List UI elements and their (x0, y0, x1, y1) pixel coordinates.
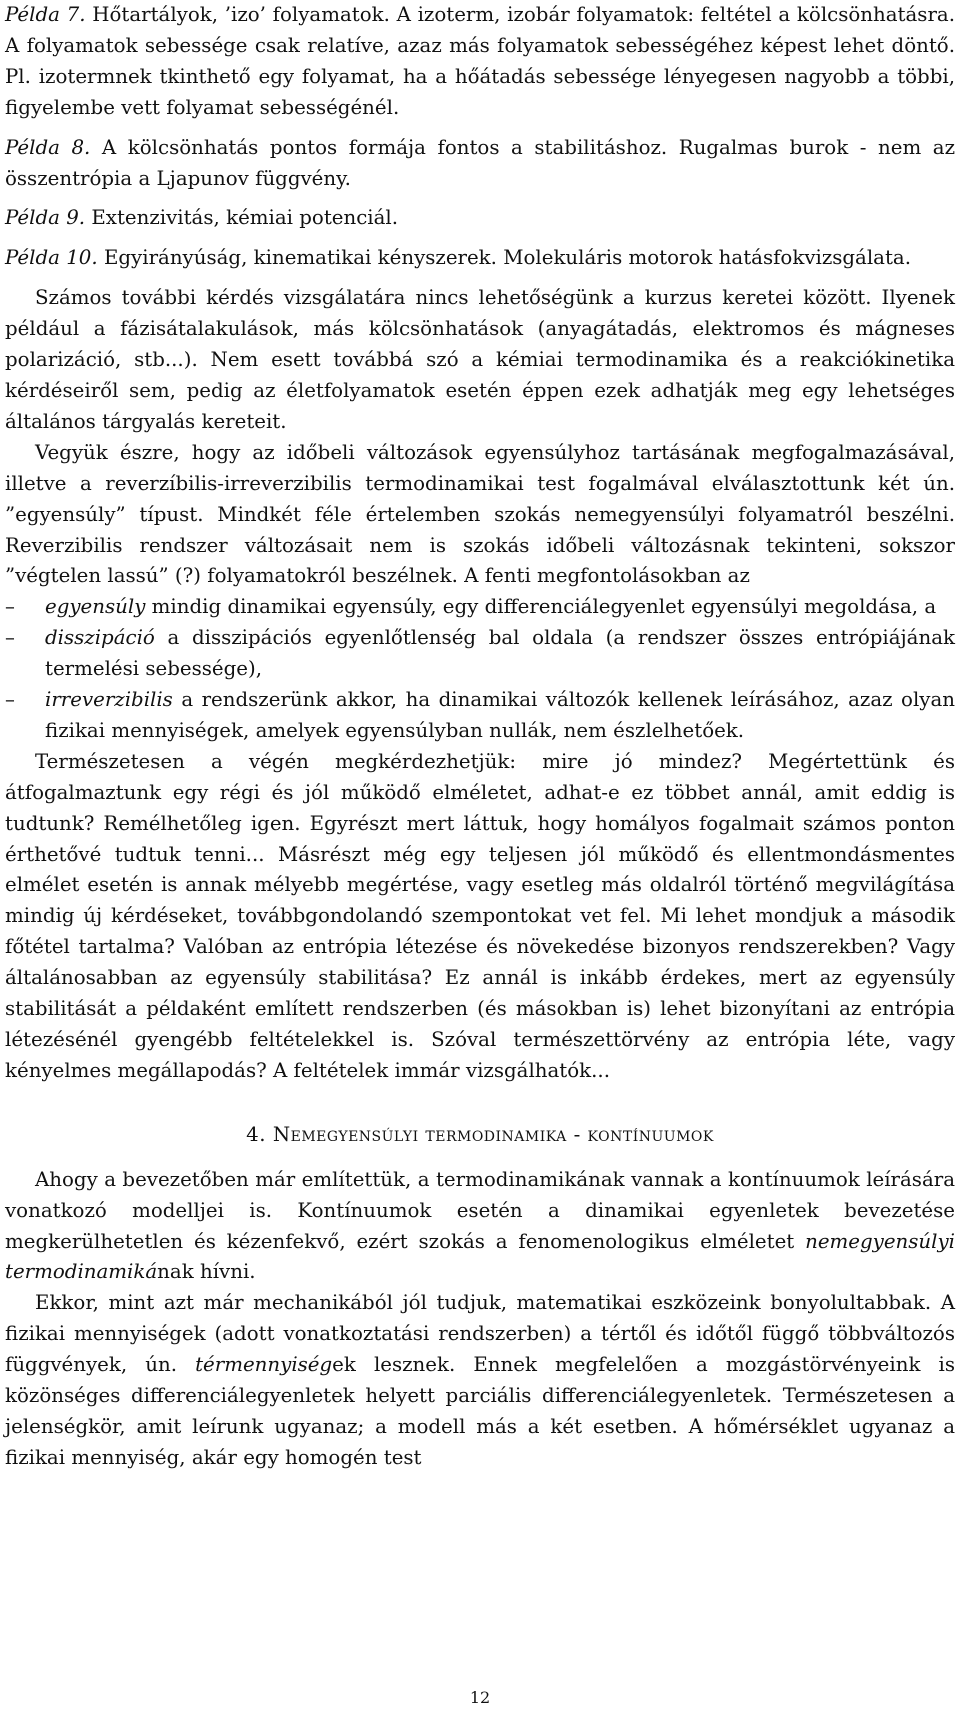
example-label: Példa 9. (5, 206, 86, 230)
section-heading (5, 1120, 955, 1151)
section-title: Nemegyensúlyi termodinamika - kontínuumok (272, 1122, 714, 1146)
example-10 (5, 243, 955, 274)
example-text: Extenzivitás, kémiai potenciál. (85, 206, 399, 230)
list-term: egyensúly (45, 595, 146, 619)
list-item (5, 685, 955, 747)
paragraph: Vegyük észre, hogy az időbeli változások egyensúlyhoz tartásának megfogalmazásával, illetve a reverzíbilis-irreverzibilis termodinamikai test fogalmával elválasztottunk két ún. ”egyensúly” típust. Mindkét féle értelemben szokás nemegyensúlyi folyamatról beszélni. Reverzibilis rendszer változásait nem is szokás időbeli változásnak tekinteni, sokszor ”végtelen lassú” (?) folyamatokról beszélnek. A fenti megfontolásokban az (5, 440, 955, 588)
emphasis: nemegyensúlyi termodinamiká (5, 1229, 955, 1284)
emphasis: térmennyiség (195, 1353, 333, 1377)
dash-marker: – (5, 595, 15, 619)
example-9 (5, 203, 955, 234)
example-label: Példa 8. (5, 135, 91, 159)
list-text: a rendszerünk akkor, ha dinamikai változók kellenek leírásához, azaz olyan fizikai mennyiségek, amelyek egyensúlyban nullák, nem észlelhetőek. (45, 688, 955, 742)
dash-marker: – (5, 626, 15, 650)
paragraph (5, 1288, 955, 1473)
text-run: Ekkor, mint azt már mechanikából jól tudjuk, matematikai eszközeink bonyolultabbak. A fizikai mennyiségek (adott vonatkoztatási rendszerben) a tértől és időtől függő többváltozós függvények, ún. (5, 1291, 955, 1377)
example-8 (5, 133, 955, 195)
example-text: Egyirányúság, kinematikai kényszerek. Molekuláris motorok hatásfokvizsgálata. (97, 246, 912, 270)
list-item (5, 592, 955, 623)
bullet-list (5, 592, 955, 747)
text-run: nak hívni. (157, 1260, 256, 1284)
section-number: 4. (246, 1122, 267, 1146)
example-label: Példa 7. (5, 3, 86, 26)
text-run: ek lesznek. Ennek megfelelően a mozgástörvényeink is közönséges differenciálegyenletek helyett parciális differenciálegyenletek. Természetesen a jelenségkör, amit leírunk ugyanaz; a modell más a két esetben. A hőmérséklet ugyanaz a fizikai mennyiség, akár egy homogén test (5, 1353, 955, 1469)
list-text: mindig dinamikai egyensúly, egy differenciálegyenlet egyensúlyi megoldása, a (145, 595, 937, 619)
page-number: 12 (469, 1688, 491, 1707)
dash-marker: – (5, 688, 15, 712)
paragraph (5, 1165, 955, 1289)
list-term: disszipáció (45, 626, 155, 650)
example-text: A kölcsönhatás pontos formája fontos a stabilitáshoz. Rugalmas burok - nem az összentrópia a Ljapunov függvény. (5, 135, 956, 190)
list-text: a disszipációs egyenlőtlenség bal oldala (a rendszer összes entrópiájának termelési sebessége), (45, 626, 955, 681)
document-page (5, 0, 955, 1474)
example-label: Példa 10. (5, 246, 98, 270)
paragraph: Természetesen a végén megkérdezhetjük: mire jó mindez? Megértettünk és átfogalmaztunk egy régi és jól működő elméletet, adhat-e ez többet annál, amit eddig is tudtunk? Remélhetőleg igen. Egyrészt mert láttuk, hogy homályos fogalmait számos ponton érthetővé tudtuk tenni... Másrészt még egy teljesen jól működő és ellentmondásmentes elmélet esetén is annak mélyebb megértése, vagy esetleg más oldalról történő megvilágítása mindig új kérdéseket, továbbgondolandó szempontokat vet fel. Mi lehet mondjuk a második főtétel tartalma? Valóban az entrópia létezése és növekedése bizonyos rendszerekben? Vagy általánosabban az egyensúly stabilitása? Ez annál is inkább érdekes, mert az egyensúly stabilitását a példaként említett rendszerben (és másokban is) lehet bizonyítani az entrópia létezésénél gyengébb feltételekkel is. Szóval természettörvény az entrópia léte, vagy kényelmes megállapodás? A feltételek immár vizsgálhatók... (5, 749, 955, 1082)
list-term: irreverzibilis (45, 688, 173, 712)
example-text: Hőtartályok, ’izo’ folyamatok. A izoterm, izobár folyamatok: feltétel a kölcsönhatásra. A folyamatok sebessége csak relatíve, azaz más folyamatok sebességéhez képest lehet döntő. Pl. izotermnek tkinthető egy folyamat, ha a hőátadás sebessége lényegesen nagyobb a többi, figyelembe vett folyamat sebességénél. (5, 3, 955, 119)
text-run: Ahogy a bevezetőben már említettük, a termodinamikának vannak a kontínuumok leírására vonatkozó modelljei is. Kontínuumok esetén a dinamikai egyenletek bevezetése megkerülhetetlen és kézenfekvő, ezért szokás a fenomenologikus elméletet (5, 1167, 955, 1253)
list-item (5, 623, 955, 685)
example-7 (5, 0, 955, 124)
paragraph: Számos további kérdés vizsgálatára nincs lehetőségünk a kurzus keretei között. Ilyenek például a fázisátalakulások, más kölcsönhatások (anyagátadás, elektromos és mágneses polarizáció, stb...). Nem esett továbbá szó a kémiai termodinamika és a reakciókinetika kérdéseiről sem, pedig az életfolyamatok esetén éppen ezek adhatják meg egy lehetséges általános tárgyalás kereteit. (5, 286, 955, 433)
